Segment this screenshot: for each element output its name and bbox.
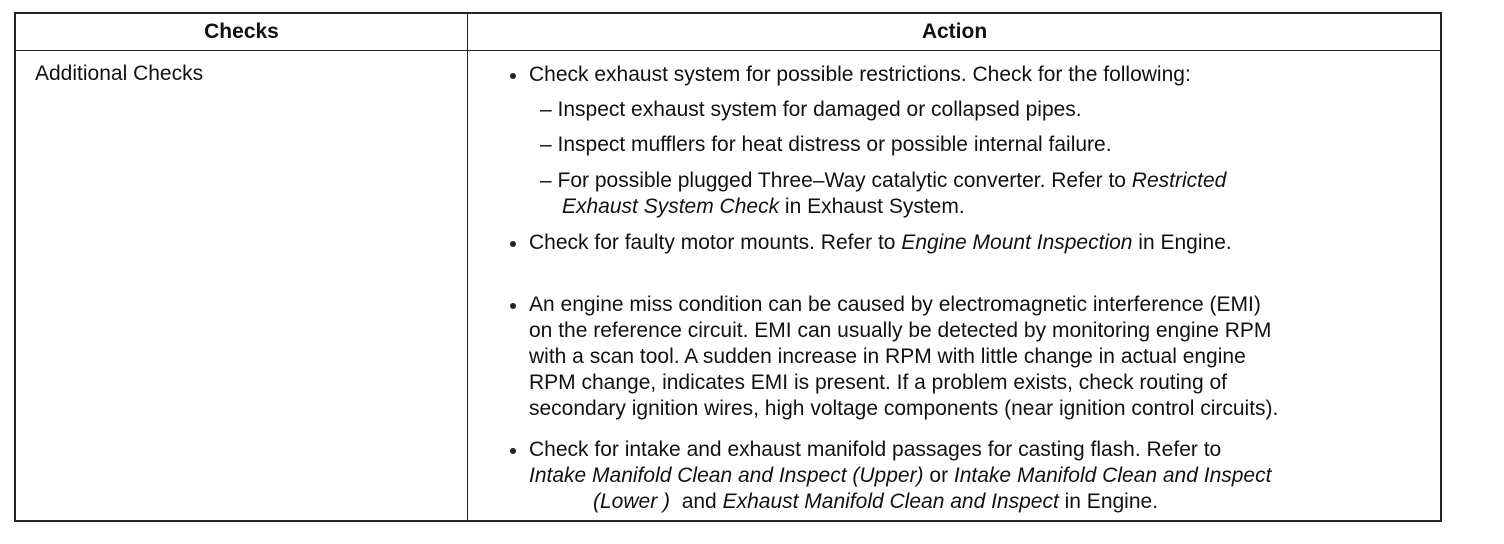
- header-action: Action: [921, 20, 988, 43]
- action-3-line-4: RPM change, indicates EMI is present. If a problem exists, check routing of: [529, 371, 1227, 394]
- action-4-or: or: [923, 464, 954, 487]
- bullet: [510, 448, 516, 454]
- action-4-line-1: Check for intake and exhaust manifold passages for casting flash. Refer to: [529, 438, 1222, 461]
- action-4-and: and: [670, 490, 723, 513]
- checks-cell: Additional Checks: [35, 62, 204, 85]
- column-divider: [467, 14, 468, 520]
- action-2-ref: Engine Mount Inspection: [901, 231, 1133, 254]
- action-4-line-3: [593, 489, 1158, 515]
- bullet: [510, 241, 516, 247]
- bullet: [510, 303, 516, 309]
- sub-item-2: – Inspect mufflers for heat distress or possible internal failure.: [540, 133, 1112, 156]
- sub-item-3-pre: For possible plugged Three–Way catalytic converter. Refer to: [557, 169, 1132, 192]
- ref-intake-upper: Intake Manifold Clean and Inspect (Upper): [529, 464, 924, 487]
- sub-item-3-cont: [562, 194, 965, 220]
- action-2-pre: Check for faulty motor mounts. Refer to: [529, 231, 902, 254]
- sub-item-2-text: Inspect mufflers for heat distress or possible internal failure.: [557, 133, 1112, 156]
- action-4-line-2: [529, 463, 1271, 489]
- ref-exhaust-manifold: Exhaust Manifold Clean and Inspect: [722, 490, 1059, 513]
- ref-lower: (Lower ): [593, 490, 671, 513]
- action-3-line-3: with a scan tool. A sudden increase in RPM with little change in actual engine: [529, 345, 1246, 368]
- action-3-line-5: secondary ignition wires, high voltage components (near ignition control circuits).: [529, 397, 1279, 420]
- sub-item-3-ref-cont: Exhaust System Check: [562, 195, 780, 218]
- action-2-post: in Engine.: [1132, 231, 1232, 254]
- action-3-line-1: An engine miss condition can be caused by electromagnetic interference (EMI): [529, 293, 1261, 316]
- sub-item-1: – Inspect exhaust system for damaged or collapsed pipes.: [540, 98, 1082, 121]
- action-3-line-2: on the reference circuit. EMI can usually be detected by monitoring engine RPM: [529, 319, 1272, 342]
- bullet: [510, 73, 516, 79]
- header-rule: [16, 50, 1440, 51]
- sub-item-1-text: Inspect exhaust system for damaged or collapsed pipes.: [557, 98, 1082, 121]
- action-1-text: Check exhaust system for possible restrictions. Check for the following:: [529, 63, 1191, 86]
- action-4-post: in Engine.: [1058, 490, 1159, 513]
- header-checks: Checks: [204, 20, 279, 43]
- ref-intake-lower: Intake Manifold Clean and Inspect: [953, 464, 1272, 487]
- action-2-text: [529, 230, 1232, 256]
- service-table: [14, 12, 1442, 522]
- sub-item-3-ref: Restricted: [1131, 169, 1227, 192]
- sub-item-3: – For possible plugged Three–Way catalytic converter. Refer to Restricted: [540, 169, 1227, 192]
- sub-item-3-post: in Exhaust System.: [779, 195, 965, 218]
